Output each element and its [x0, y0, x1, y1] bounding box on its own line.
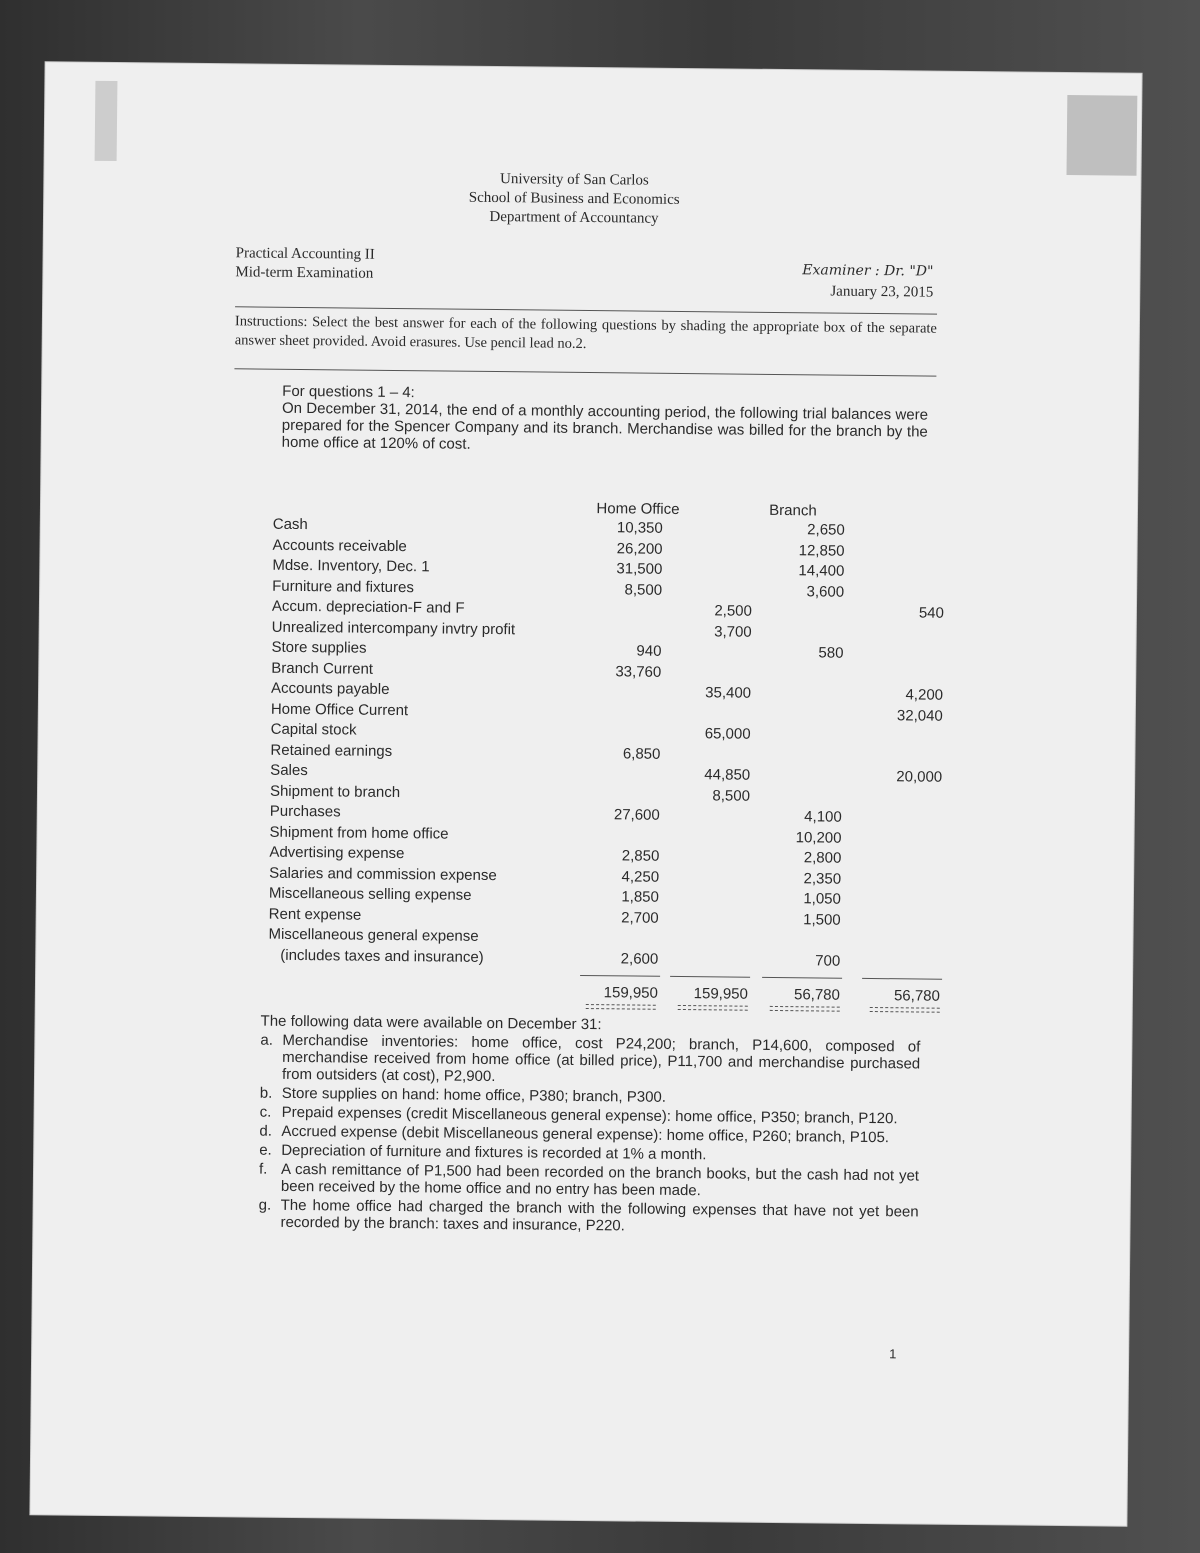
data-item-text: Merchandise inventories: home office, cost P24,200; branch, P14,600, composed of merchandise received from home office (at billed price), P11,700 and merchandise purchased from outsiders (at cost), P2,900. — [281, 1031, 921, 1086]
data-item-text: Depreciation of furniture and fixtures is recorded at 1% a month. — [281, 1141, 707, 1164]
home-office-credit — [659, 867, 749, 868]
branch-debit: 580 — [818, 644, 844, 662]
branch-debit: 2,350 — [803, 869, 842, 888]
home-office-debit: 2,850 — [621, 847, 660, 865]
question-intro — [282, 383, 929, 458]
home-office-debit: 31,500 — [616, 560, 663, 578]
data-item-label: d. — [259, 1122, 273, 1140]
home-office-credit — [659, 847, 749, 848]
home-office-credit — [661, 744, 751, 745]
home-office-credit: 8,500 — [712, 786, 751, 805]
branch-debit — [753, 704, 843, 705]
school-name: School of Business and Economics — [468, 189, 680, 208]
home-office-debit — [570, 784, 660, 785]
account-name: (includes taxes and insurance) — [280, 946, 484, 966]
data-item-text: Accrued expense (debit Miscellaneous general expense): home office, P260; branch, P105. — [281, 1122, 890, 1147]
home-office-debit — [571, 682, 661, 683]
branch-header: Branch — [769, 501, 817, 520]
home-office-debit — [572, 600, 662, 601]
account-name: Furniture and fixtures — [272, 577, 414, 596]
total-br-credit: 56,780 — [893, 987, 940, 1005]
trial-balance-rows — [268, 515, 945, 973]
home-office-debit: 6,850 — [622, 744, 661, 763]
home-office-debit: 940 — [636, 642, 662, 660]
branch-credit — [852, 808, 942, 809]
branch-debit: 1,500 — [803, 910, 841, 929]
home-office-debit — [571, 723, 661, 724]
branch-debit: 2,800 — [803, 849, 842, 867]
account-name: Advertising expense — [269, 843, 405, 863]
account-name: Shipment from home office — [269, 823, 449, 843]
branch-debit: 12,850 — [798, 541, 845, 560]
double-rule-br-cr — [870, 1006, 940, 1012]
double-rule-br-dr — [770, 1005, 840, 1011]
branch-credit — [851, 849, 941, 850]
home-office-credit — [658, 949, 748, 950]
data-item — [259, 1161, 919, 1202]
data-item — [260, 1032, 920, 1090]
binder-mark — [95, 81, 118, 161]
home-office-credit — [659, 888, 749, 889]
account-name: Unrealized intercompany invtry profit — [271, 618, 516, 638]
branch-credit — [855, 521, 945, 522]
account-name: Purchases — [269, 802, 341, 821]
branch-credit — [854, 582, 944, 583]
data-items-list — [258, 1032, 920, 1238]
home-office-credit — [663, 539, 753, 540]
data-item-label: e. — [259, 1141, 272, 1159]
home-office-credit: 65,000 — [704, 725, 751, 743]
question-range-heading: For questions 1 – 4: — [282, 382, 415, 402]
branch-debit — [751, 930, 841, 931]
branch-debit: 10,200 — [795, 828, 842, 847]
exam-date: January 23, 2015 — [830, 283, 934, 301]
branch-debit: 4,100 — [804, 808, 842, 826]
home-office-debit: 26,200 — [616, 539, 663, 558]
home-office-debit — [569, 928, 659, 929]
department-name: Department of Accountancy — [489, 208, 659, 227]
account-name: Accum. depreciation-F and F — [271, 597, 465, 617]
home-office-credit — [663, 519, 753, 520]
branch-credit — [853, 664, 943, 665]
examiner-name: Examiner : Dr. "D" — [802, 262, 934, 280]
branch-debit — [753, 725, 843, 726]
branch-credit: 20,000 — [896, 768, 943, 786]
branch-debit: 2,650 — [807, 521, 845, 539]
home-office-credit — [661, 662, 751, 663]
data-item-text: A cash remittance of P1,500 had been recorded on the branch books, but the cash had not yet been received by the home office and no entry has been made. — [280, 1160, 920, 1200]
total-rule-ho-dr — [580, 975, 660, 977]
home-office-credit: 44,850 — [704, 766, 751, 784]
account-name: Mdse. Inventory, Dec. 1 — [272, 556, 430, 576]
total-ho-credit: 159,950 — [693, 985, 749, 1003]
data-intro: The following data were available on December 31: — [260, 1012, 602, 1034]
total-br-debit: 56,780 — [793, 986, 840, 1004]
home-office-debit: 8,500 — [624, 580, 663, 599]
home-office-credit: 2,500 — [714, 602, 753, 620]
home-office-debit — [571, 702, 661, 703]
paper-corner-shadow — [1067, 95, 1138, 176]
branch-credit — [855, 541, 945, 542]
exam-page — [30, 62, 1141, 1525]
home-office-credit — [660, 826, 750, 827]
branch-credit — [854, 562, 944, 563]
home-office-credit: 35,400 — [705, 684, 752, 702]
divider-bottom — [234, 368, 936, 376]
total-rule-ho-cr — [670, 976, 750, 978]
branch-debit — [754, 602, 844, 603]
home-office-credit — [659, 908, 749, 909]
data-item-label: g. — [258, 1196, 272, 1214]
course-name: Practical Accounting II — [235, 245, 375, 263]
branch-credit — [853, 746, 943, 747]
account-name: Store supplies — [271, 638, 367, 657]
account-name: Branch Current — [271, 659, 374, 678]
branch-credit: 32,040 — [896, 706, 943, 725]
institution-header — [394, 169, 755, 230]
home-office-credit — [662, 560, 752, 561]
account-name: Cash — [272, 515, 308, 534]
branch-credit — [852, 828, 942, 829]
account-name: Accounts receivable — [272, 536, 407, 555]
data-item-text: Prepaid expenses (credit Miscellaneous general expense): home office, P350; branch, P120. — [281, 1103, 898, 1128]
account-name: Capital stock — [270, 720, 357, 739]
page-number: 1 — [889, 1346, 897, 1362]
total-ho-debit: 159,950 — [603, 984, 659, 1002]
branch-debit — [752, 766, 842, 767]
branch-debit: 3,600 — [806, 582, 845, 601]
data-item-label: f. — [258, 1160, 268, 1178]
home-office-debit: 27,600 — [613, 806, 660, 824]
branch-debit — [754, 622, 844, 623]
home-office-debit: 33,760 — [615, 662, 662, 681]
account-name: Miscellaneous general expense — [268, 925, 479, 945]
university-name: University of San Carlos — [499, 171, 649, 189]
account-name: Home Office Current — [270, 700, 409, 719]
total-rule-br-cr — [862, 978, 942, 980]
exam-name: Mid-term Examination — [235, 264, 374, 282]
double-rule-ho-cr — [678, 1004, 748, 1010]
home-office-debit: 1,850 — [621, 888, 660, 906]
data-item-label: b. — [259, 1084, 273, 1102]
data-item-text: The home office had charged the branch with the following expenses that have not yet been recorded by the branch: taxes and insurance, P220. — [280, 1196, 919, 1235]
home-office-debit: 2,600 — [620, 949, 659, 968]
home-office-credit — [661, 703, 751, 704]
home-office-credit — [659, 929, 749, 930]
branch-debit — [752, 786, 842, 787]
account-name: Miscellaneous selling expense — [268, 884, 472, 904]
branch-credit — [850, 951, 940, 952]
branch-credit — [851, 890, 941, 891]
home-office-debit — [570, 825, 660, 826]
course-info — [235, 244, 375, 283]
examiner-info — [783, 260, 933, 304]
branch-debit: 1,050 — [803, 890, 842, 908]
branch-credit — [854, 644, 944, 645]
home-office-credit — [662, 642, 752, 643]
double-rule-ho-dr — [586, 1004, 656, 1010]
branch-credit: 4,200 — [905, 686, 944, 704]
branch-credit — [851, 910, 941, 911]
data-item-label: a. — [260, 1031, 274, 1049]
home-office-credit: 3,700 — [714, 622, 752, 641]
home-office-credit — [660, 806, 750, 807]
branch-debit: 14,400 — [798, 562, 845, 580]
instructions-text: Instructions: Select the best answer for each of the following questions by shading the appropriate box of the separate answer sheet provided. Avoid erasures. Use pencil lead no.2. — [234, 313, 937, 352]
data-item-text: Store supplies on hand: home office, P380; branch, P300. — [281, 1084, 667, 1106]
branch-debit — [753, 745, 843, 746]
branch-debit — [753, 663, 843, 664]
account-name: Retained earnings — [270, 741, 393, 760]
branch-debit — [753, 684, 843, 685]
home-office-debit: 10,350 — [616, 519, 663, 537]
branch-credit: 540 — [918, 604, 945, 622]
home-office-header: Home Office — [596, 500, 680, 518]
data-item-label: c. — [259, 1103, 272, 1121]
branch-debit: 700 — [815, 951, 841, 970]
home-office-debit — [572, 620, 662, 621]
account-name: Accounts payable — [271, 679, 390, 698]
account-name: Salaries and commission expense — [269, 864, 497, 884]
home-office-debit: 4,250 — [621, 867, 660, 886]
total-rule-br-dr — [762, 977, 842, 979]
data-item — [258, 1197, 918, 1238]
account-name: Rent expense — [268, 905, 362, 924]
branch-credit — [851, 931, 941, 932]
question-scenario: On December 31, 2014, the end of a monthly accounting period, the following trial balances were prepared for the Spencer Company and its branch. Merchandise was billed for the branch by the home office at 120% of cost. — [281, 399, 929, 453]
trial-balance-table — [268, 497, 945, 1015]
home-office-credit — [662, 580, 752, 581]
account-name: Shipment to branch — [269, 782, 401, 801]
home-office-debit: 2,700 — [621, 908, 659, 927]
branch-credit — [851, 869, 941, 870]
supplementary-data — [258, 1013, 920, 1238]
account-name: Sales — [270, 761, 308, 780]
home-office-debit — [570, 764, 660, 765]
